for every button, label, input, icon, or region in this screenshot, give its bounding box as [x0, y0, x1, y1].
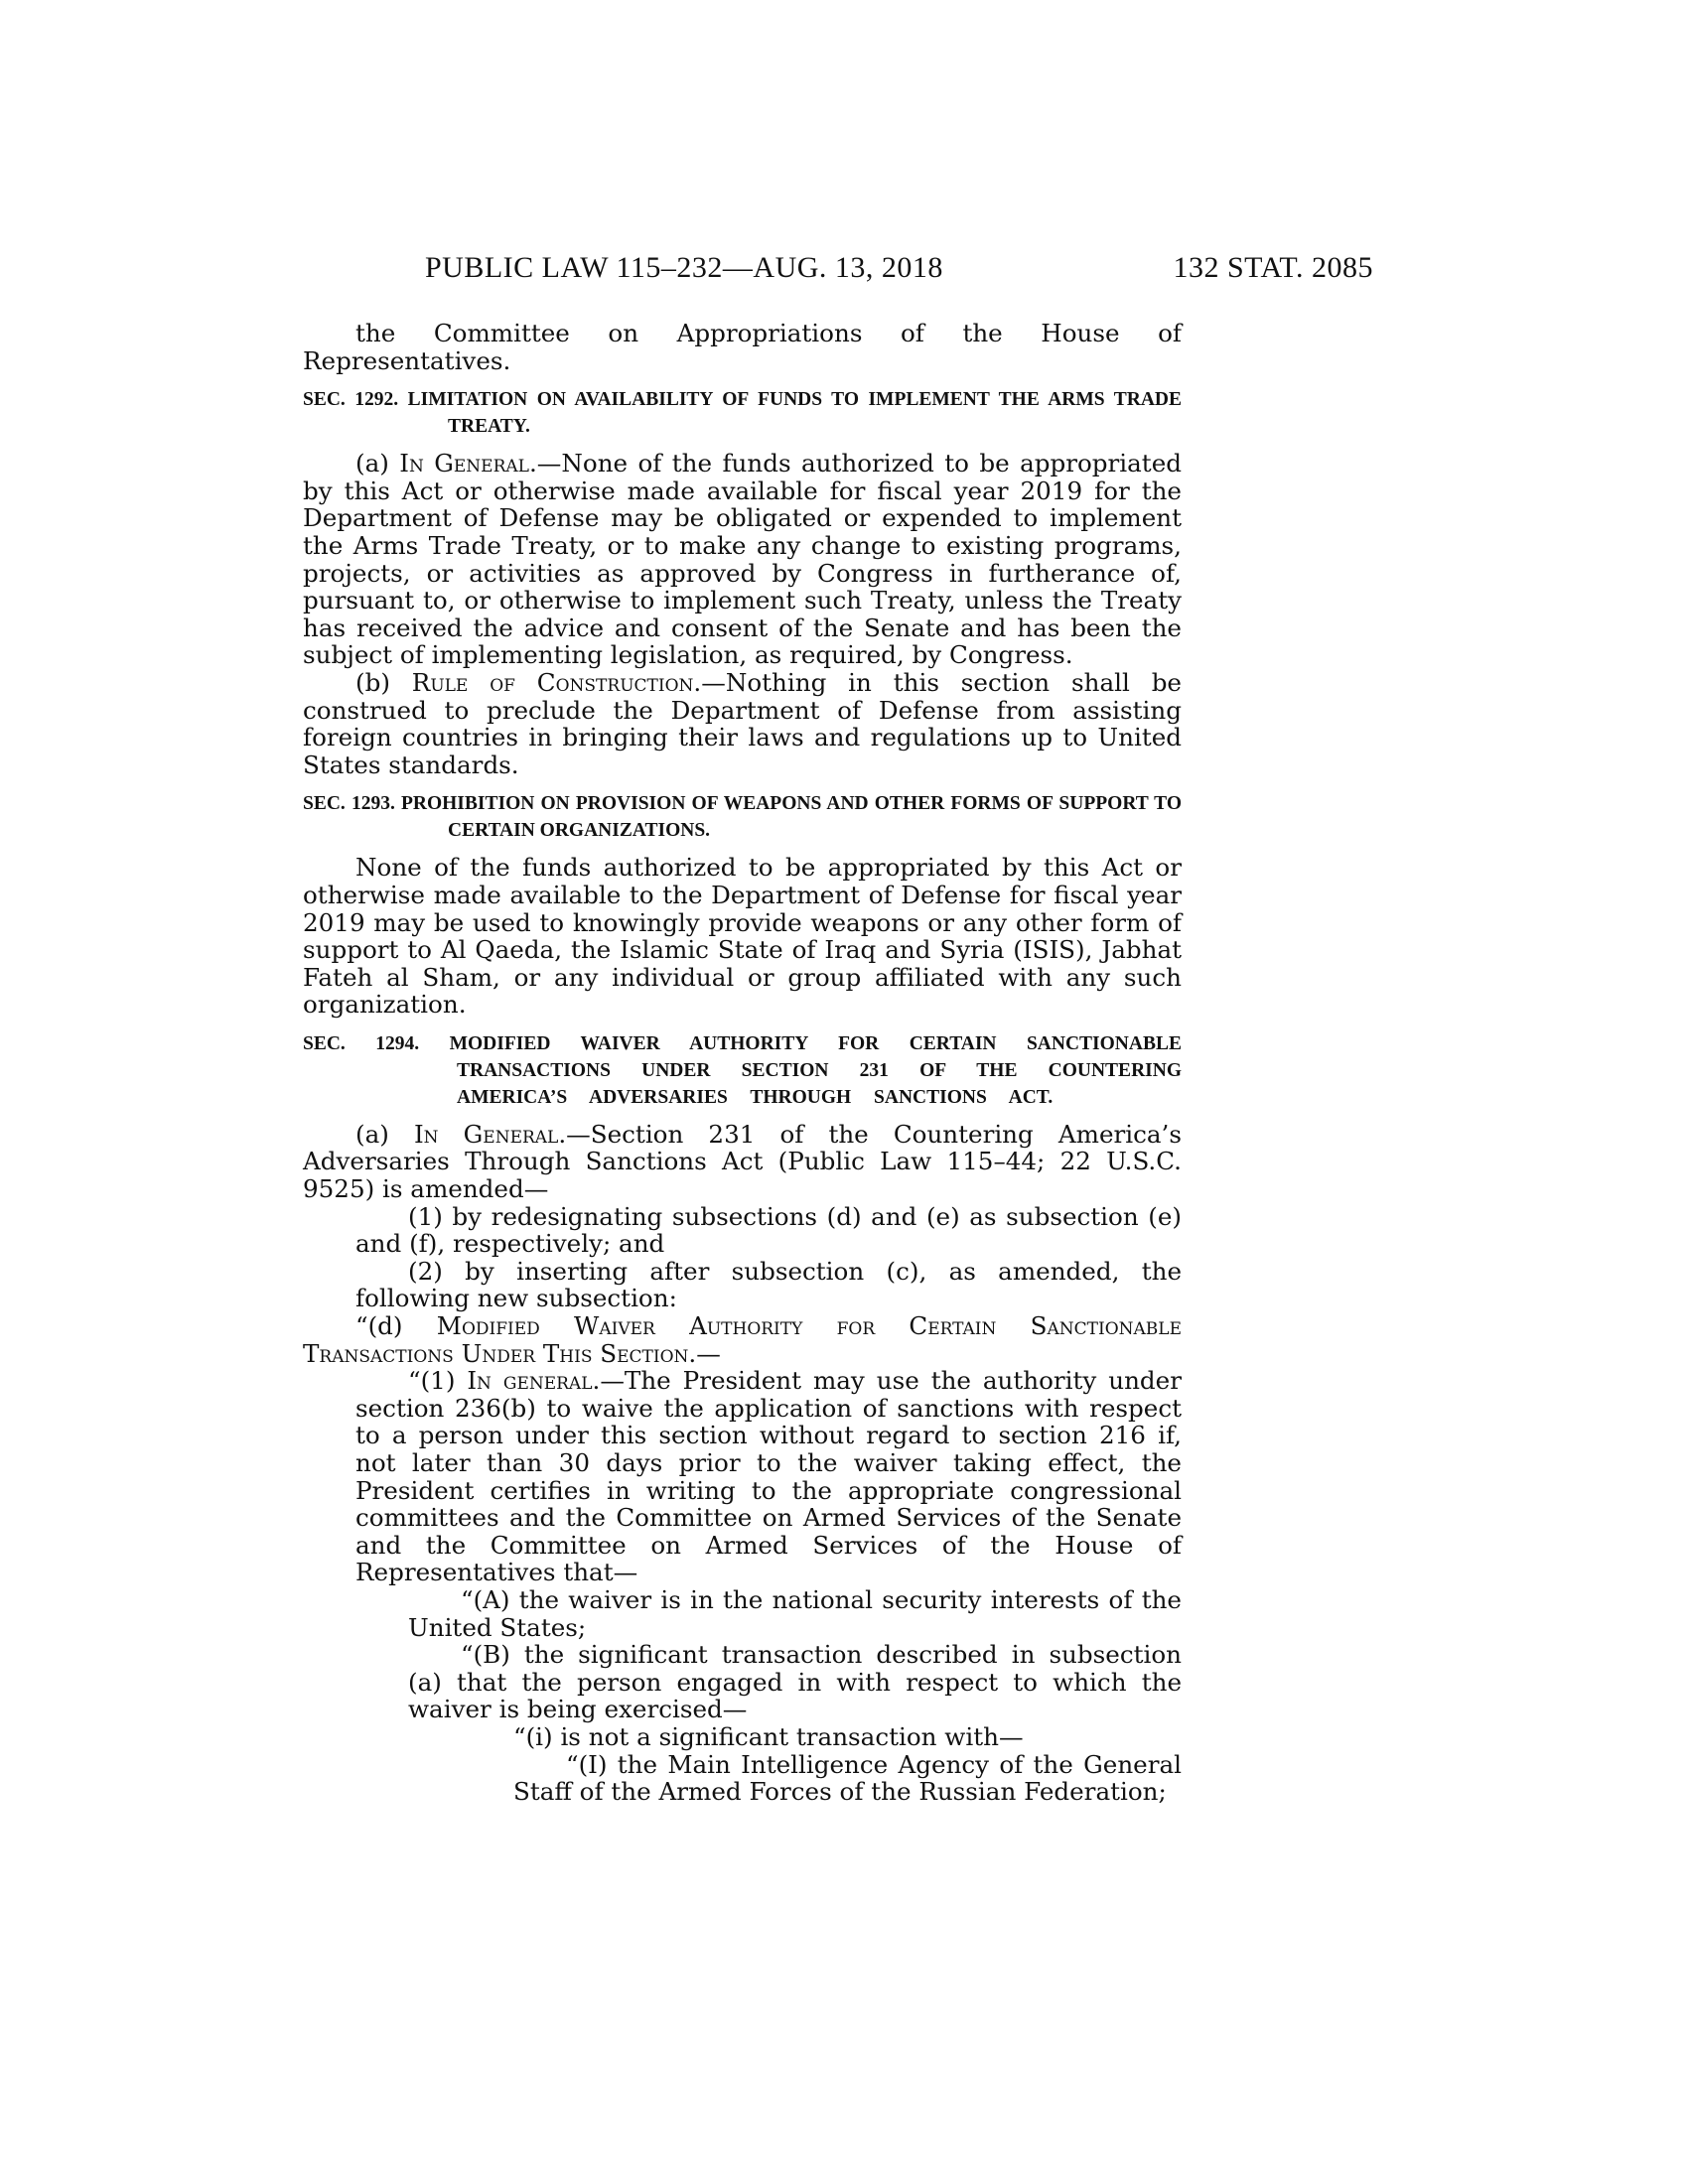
subsection-text: .—Section 231 of the Countering America’s Adversaries Through Sanctions Act (Public Law 115–44; 22 U.S.C. 9525) is amended— — [303, 1119, 1182, 1204]
subclause-I: “(I) the Main Intelligence Agency of the General Staff of the Armed Forces of the Russian Federation; — [513, 1749, 1182, 1807]
subsection-label: “(d) — [355, 1311, 437, 1341]
subsection-label: (a) — [355, 1119, 414, 1149]
carryover-text: the Committee on Appropriations of the House of Representatives. — [303, 319, 1182, 375]
subsection-caption: In General — [399, 449, 529, 478]
subsection-label: (a) — [355, 449, 400, 478]
new-subsection-d-heading — [303, 1312, 1182, 1367]
subsection-caption: In General — [413, 1119, 559, 1149]
subparagraph-A: “(A) the waiver is in the national security interests of the United States; — [408, 1584, 1182, 1642]
amendment-item-2: (2) by inserting after subsection (c), as amended, the following new subsection: — [355, 1256, 1182, 1313]
paragraph-1 — [303, 1367, 1182, 1586]
running-head — [425, 251, 1373, 291]
section-1292-heading: SEC. 1292. LIMITATION ON AVAILABILITY OF FUNDS TO IMPLEMENT THE ARMS TRADE TREATY. — [303, 389, 1182, 438]
section-1292-subsection-a — [303, 450, 1182, 669]
section-1292-subsection-b — [303, 669, 1182, 778]
subparagraph-B: “(B) the significant transaction described in subsection (a) that the person engaged in with respect to which the waiver is being exercised— — [408, 1640, 1182, 1724]
public-law-citation: PUBLIC LAW 115–232—AUG. 13, 2018 — [425, 251, 943, 284]
section-1294-subsection-a — [303, 1121, 1182, 1203]
paragraph-text: .—The President may use the authority under section 236(b) to waive the application of sanctions with respect to a person under this section without regard to section 216 if, not later than 30 days prior to the waiver taking effect, the President certifies in writing to the appropriate congressional committees and the Committee on Armed Services of the Senate and the Committee on Armed Services of the House of Representatives that— — [355, 1366, 1182, 1587]
document-body — [303, 320, 1182, 1806]
subsection-dash: .— — [688, 1338, 721, 1368]
section-1293-heading: SEC. 1293. PROHIBITION ON PROVISION OF WEAPONS AND OTHER FORMS OF SUPPORT TO CERTAIN ORGANIZATIONS. — [303, 793, 1182, 842]
section-1293-text: None of the funds authorized to be appropriated by this Act or otherwise made available to the Department of Defense for fiscal year 2019 may be used to knowingly provide weapons or any other form of support to Al Qaeda, the Islamic State of Iraq and Syria (ISIS), Jabhat Fateh al Sham, or any individual or group affiliated with any such organization. — [303, 853, 1182, 1020]
subsection-caption: Rule of Construction — [411, 667, 694, 697]
paragraph-caption: In general — [467, 1366, 593, 1396]
subsection-caption: Modified Waiver Authority for Certain Sanctionable Transactions Under This Section — [303, 1311, 1182, 1368]
statute-page-number: 132 STAT. 2085 — [1173, 251, 1373, 284]
clause-i: “(i) is not a significant transaction with— — [513, 1721, 1024, 1751]
paragraph-label: “(1) — [408, 1366, 468, 1396]
subsection-text: .—None of the funds authorized to be appropriated by this Act or otherwise made available for fiscal year 2019 for the Department of Defense may be obligated or expended to implement the Arms Trade Treaty, or to make any change to existing programs, projects, or activities as approved by Congress in furtherance of, pursuant to, or otherwise to implement such Treaty, unless the Treaty has received the advice and consent of the Senate and has been the subject of implementing legislation, as required, by Congress. — [303, 449, 1182, 670]
subsection-text: .—Nothing in this section shall be construed to preclude the Department of Defense from assisting foreign countries in bringing their laws and regulations up to United States standards. — [303, 667, 1182, 779]
section-1294-heading: SEC. 1294. MODIFIED WAIVER AUTHORITY FOR CERTAIN SANCTIONABLE TRANSACTIONS UNDER SECTION 231 OF THE COUNTERING AMERICA’S ADVERSARIES THROUGH SANCTIONS ACT. — [303, 1032, 1182, 1108]
amendment-item-1: (1) by redesignating subsections (d) and (e) as subsection (e) and (f), respectively; and — [355, 1201, 1182, 1259]
subsection-label: (b) — [355, 667, 412, 697]
